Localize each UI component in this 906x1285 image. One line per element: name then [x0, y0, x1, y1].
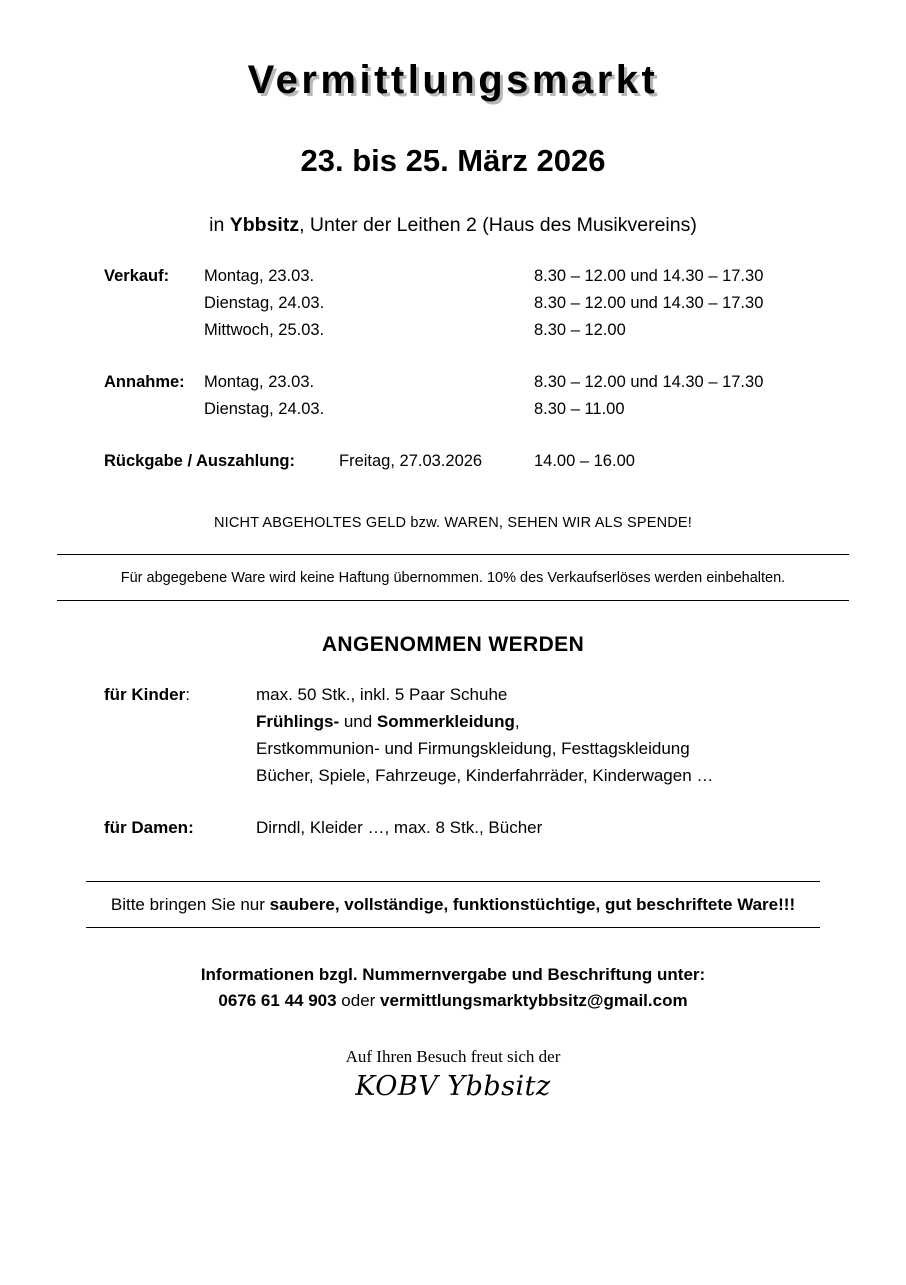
sale-day-1: Montag, 23.03. [204, 267, 315, 285]
sale-time-2: 8.30 – 12.00 und 14.30 – 17.30 [534, 294, 764, 312]
accepted-row-kids-1 [104, 685, 906, 712]
dropoff-time-2: 8.30 – 11.00 [534, 400, 625, 418]
ladies-line: Dirndl, Kleider …, max. 8 Stk., Bücher [256, 818, 543, 837]
kids-line-2-comma: , [514, 712, 520, 731]
request-prefix: Bitte bringen Sie nur [110, 895, 270, 914]
kids-label-colon: : [185, 685, 190, 704]
schedule-block [0, 267, 906, 427]
divider-request-bottom [86, 927, 820, 928]
contact-info [0, 962, 906, 1015]
kids-line-1: max. 50 Stk., inkl. 5 Paar Schuhe [256, 685, 508, 704]
dropoff-day-2: Dienstag, 24.03. [204, 400, 325, 418]
accepted-row-kids-4 [104, 766, 906, 793]
dropoff-day-1: Montag, 23.03. [204, 373, 315, 391]
kids-line-2 [256, 712, 906, 732]
kids-line-3: Erstkommunion- und Firmungskleidung, Festtagskleidung [256, 739, 690, 758]
event-date-range: 23. bis 25. März 2026 [300, 143, 606, 178]
kids-label-bold: für Kinder [104, 685, 186, 704]
schedule-row-return [0, 452, 906, 471]
request-note [0, 882, 906, 915]
liability-note: Für abgegebene Ware wird keine Haftung übernommen. 10% des Verkaufserlöses werden einbehalten. [120, 570, 786, 586]
return-time: 14.00 – 16.00 [534, 452, 635, 470]
accepted-row-ladies [104, 818, 906, 845]
accepted-row-kids-2 [104, 712, 906, 739]
sale-day-2: Dienstag, 24.03. [204, 294, 325, 312]
sale-label: Verkauf: [104, 267, 170, 285]
closing-line: Auf Ihren Besuch freut sich der [345, 1046, 561, 1066]
sale-day-3: Mittwoch, 25.03. [204, 321, 325, 339]
accepted-gap [104, 793, 906, 818]
accepted-row-kids-3 [104, 739, 906, 766]
schedule-gap [104, 348, 906, 373]
location-place: Ybbsitz [229, 214, 300, 236]
kids-label [104, 685, 256, 705]
kids-line-2-spring: Frühlings- [256, 712, 340, 731]
accepted-heading: ANGENOMMEN WERDEN [321, 633, 585, 656]
page-title: Vermittlungsmarkt [247, 58, 659, 102]
kids-line-2-summer: Sommerkleidung [376, 712, 515, 731]
return-day: Freitag, 27.03.2026 [339, 452, 483, 470]
location-rest: , Unter der Leithen 2 (Haus des Musikvereins) [299, 214, 697, 236]
kids-line-4: Bücher, Spiele, Fahrzeuge, Kinderfahrräder, Kinderwagen … [256, 766, 714, 785]
schedule-row-dropoff-1 [104, 373, 906, 400]
contact-email: vermittlungsmarktybbsitz@gmail.com [380, 991, 688, 1011]
donation-note: NICHT ABGEHOLTES GELD bzw. WAREN, SEHEN WIR ALS SPENDE! [213, 515, 693, 531]
divider-bottom [57, 600, 849, 601]
schedule-row-sale-2 [104, 294, 906, 321]
dropoff-label: Annahme: [104, 373, 185, 391]
sale-time-1: 8.30 – 12.00 und 14.30 – 17.30 [534, 267, 764, 285]
ladies-label: für Damen: [104, 818, 194, 837]
event-location [0, 214, 906, 237]
sale-time-3: 8.30 – 12.00 [534, 321, 626, 339]
contact-info-line [0, 988, 906, 1014]
contact-info-heading: Informationen bzgl. Nummernvergabe und Beschriftung unter: [200, 965, 706, 984]
schedule-row-dropoff-2 [104, 400, 906, 427]
schedule-row-sale-1 [104, 267, 906, 294]
accepted-items [0, 685, 906, 845]
return-label: Rückgabe / Auszahlung: [104, 452, 295, 470]
contact-phone: 0676 61 44 903 [218, 991, 337, 1011]
contact-or: oder [336, 991, 381, 1011]
dropoff-time-1: 8.30 – 12.00 und 14.30 – 17.30 [534, 373, 764, 391]
location-prefix: in [209, 214, 230, 236]
signature: KOBV Ybbsitz [355, 1070, 551, 1102]
request-emphasis: saubere, vollständige, funktionstüchtige, gut beschriftete Ware!!! [269, 895, 796, 914]
schedule-row-sale-3 [104, 321, 906, 348]
kids-line-2-and: und [339, 712, 377, 731]
